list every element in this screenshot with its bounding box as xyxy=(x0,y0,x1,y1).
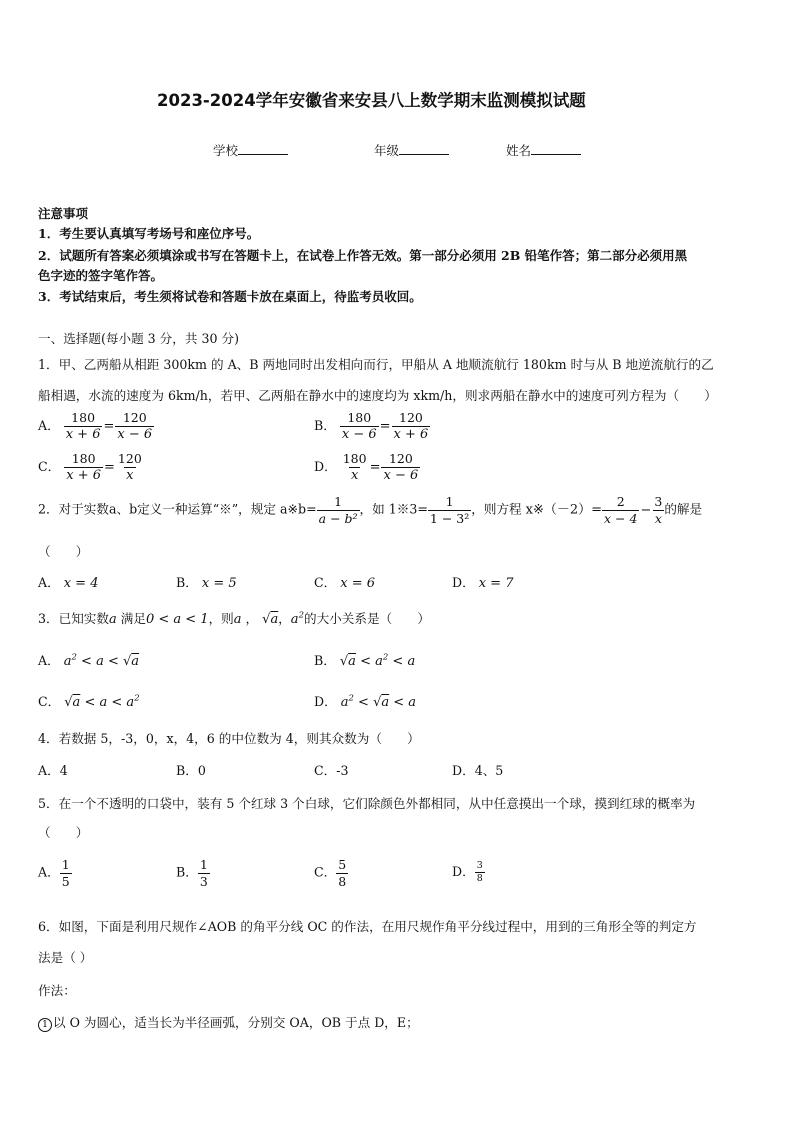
q1-option-d[interactable]: D． $\frac{180}{x}$ = $\frac{120}{x - 6}$ xyxy=(314,451,419,483)
q4-stem: 4．若数据 5，-3，0，x，4，6 的中位数为 4，则其众数为（ ） xyxy=(38,731,420,746)
fraction: $\frac{120}{x - 6}$ xyxy=(383,451,419,483)
grade-field[interactable] xyxy=(374,141,449,159)
q6-line3: 作法： xyxy=(38,983,76,998)
sqrt-a: √a xyxy=(262,612,279,627)
option-label: B． xyxy=(314,417,336,433)
q5-line1: 5．在一个不透明的口袋中，装有 5 个红球 3 个白球，它们除颜色外都相同，从中任意摸出一个球，摸到红球的概率为 xyxy=(38,796,696,811)
q1-option-a[interactable]: A． $\frac{180}{x + 6}$ = $\frac{120}{x - 6}$ xyxy=(38,410,153,442)
q4-option-d[interactable]: D．4、5 xyxy=(452,763,504,778)
q4-option-b[interactable]: B．0 xyxy=(176,763,206,778)
section-heading: 一、选择题(每小题 3 分，共 30 分) xyxy=(38,331,240,346)
name-label: 姓名 xyxy=(506,143,532,158)
q5-option-b[interactable]: B． $\frac{1}{3}$ xyxy=(176,857,208,889)
note-2a: 2．试题所有答案必须填涂或书写在答题卡上，在试卷上作答无效。第一部分必须用 2B 铅笔作答；第二部分必须用黑 xyxy=(38,248,688,263)
name-blank[interactable] xyxy=(531,144,581,155)
fraction: $\frac{3}{x}$ xyxy=(654,494,663,526)
q3-stem: 3．已知实数a 满足0 < a < 1，则a ， √a，$a^2$的大小关系是（ ） xyxy=(38,610,430,627)
q1-option-c[interactable]: C． $\frac{180}{x + 6}$ = $\frac{120}{x}$ xyxy=(38,451,142,483)
school-field[interactable] xyxy=(213,141,288,159)
note-2b: 色字迹的签字笔作答。 xyxy=(38,268,164,283)
option-label: C． xyxy=(38,458,61,474)
q1-line1: 1．甲、乙两船从相距 300km 的 A、B 两地同时出发相向而行，甲船从 A 地顺流航行 180km 时与从 B 地逆流航行的乙 xyxy=(38,357,714,372)
note-1: 1．考生要认真填写考场号和座位序号。 xyxy=(38,226,260,241)
fraction: $\frac{120}{x}$ xyxy=(117,451,142,483)
fraction: $\frac{180}{x - 6}$ xyxy=(341,410,377,442)
school-blank[interactable] xyxy=(238,144,288,155)
q3-option-b[interactable]: B． $√a < a^2 < a$ xyxy=(314,652,416,669)
option-label: A． xyxy=(38,417,60,433)
page-title: 2023-2024学年安徽省来安县八上数学期末监测模拟试题 xyxy=(157,91,586,110)
fraction: $\frac{120}{x + 6}$ xyxy=(393,410,429,442)
fraction: $\frac{1}{\text{1 − 3²}}$ xyxy=(429,494,470,526)
school-label: 学校 xyxy=(213,143,239,158)
q5-line2: （ ） xyxy=(38,825,89,840)
fraction: $\frac{1}{5}$ xyxy=(61,857,70,889)
step-number-circle: 1 xyxy=(38,1018,52,1032)
q2-paren: （ ） xyxy=(38,544,89,559)
option-label: D． xyxy=(314,458,337,474)
fraction: $\frac{3}{8}$ xyxy=(476,860,483,884)
fraction: $\frac{120}{x - 6}$ xyxy=(117,410,153,442)
fraction: $\frac{2}{x - 4}$ xyxy=(604,494,638,526)
q6-line2: 法是（ ） xyxy=(38,950,93,965)
q3-option-c[interactable]: C． $√a < a < a^2$ xyxy=(38,693,140,710)
q2-option-a[interactable]: A． x = 4 xyxy=(38,575,99,591)
q1-option-b[interactable]: B． $\frac{180}{x - 6}$ = $\frac{120}{x + 6}$ xyxy=(314,410,429,442)
grade-blank[interactable] xyxy=(399,144,449,155)
fraction: $\frac{1}{\text{a − b²}}$ xyxy=(318,494,358,526)
q6-line1: 6．如图，下面是利用尺规作∠AOB 的角平分线 OC 的作法，在用尺规作角平分线过程中，用到的三角形全等的判定方 xyxy=(38,919,697,934)
q2-option-b[interactable]: B． x = 5 xyxy=(176,575,237,591)
grade-label: 年级 xyxy=(374,143,400,158)
q5-option-d[interactable]: D． $\frac{3}{8}$ xyxy=(452,860,483,884)
a-squared: $a^2$ xyxy=(290,610,304,627)
name-field[interactable] xyxy=(506,141,581,159)
q3-option-d[interactable]: D． $a^2 < √a < a$ xyxy=(314,693,417,710)
fraction: $\frac{180}{x + 6}$ xyxy=(66,451,102,483)
q5-option-a[interactable]: A． $\frac{1}{5}$ xyxy=(38,857,70,889)
fraction: $\frac{1}{3}$ xyxy=(199,857,208,889)
q2-option-d[interactable]: D． x = 7 xyxy=(452,575,514,591)
q3-option-a[interactable]: A． $a^2 < a < √a$ xyxy=(38,652,140,669)
fraction: $\frac{180}{x}$ xyxy=(342,451,367,483)
q5-option-c[interactable]: C． $\frac{5}{8}$ xyxy=(314,857,347,889)
q4-option-a[interactable]: A．4 xyxy=(38,763,68,778)
q2-line1: 2．对于实数a、b定义一种运算“※”，规定 a※b= $\frac{1}{\text{a − b²}}$ ，如 1※3= $\frac{1}{\text{1 − 3²}}$ ，则方程 x※（－2）= $\frac{2}{x - 4}$ − $\frac{3}{x}$ 的解是 xyxy=(38,494,703,526)
q1-line2: 船相遇，水流的速度为 6km/h，若甲、乙两船在静水中的速度均为 xkm/h，则求两船在静水中的速度可列方程为（ ） xyxy=(38,388,717,403)
note-3: 3．考试结束后，考生须将试卷和答题卡放在桌面上，待监考员收回。 xyxy=(38,289,422,304)
q6-line4: 1 以 O 为圆心，适当长为半径画弧，分别交 OA，OB 于点 D，E； xyxy=(38,1012,419,1032)
notes-heading: 注意事项 xyxy=(38,206,89,221)
q4-option-c[interactable]: C．-3 xyxy=(314,763,349,778)
fraction: $\frac{5}{8}$ xyxy=(338,857,347,889)
fraction: $\frac{180}{x + 6}$ xyxy=(65,410,101,442)
q2-option-c[interactable]: C． x = 6 xyxy=(314,575,376,591)
